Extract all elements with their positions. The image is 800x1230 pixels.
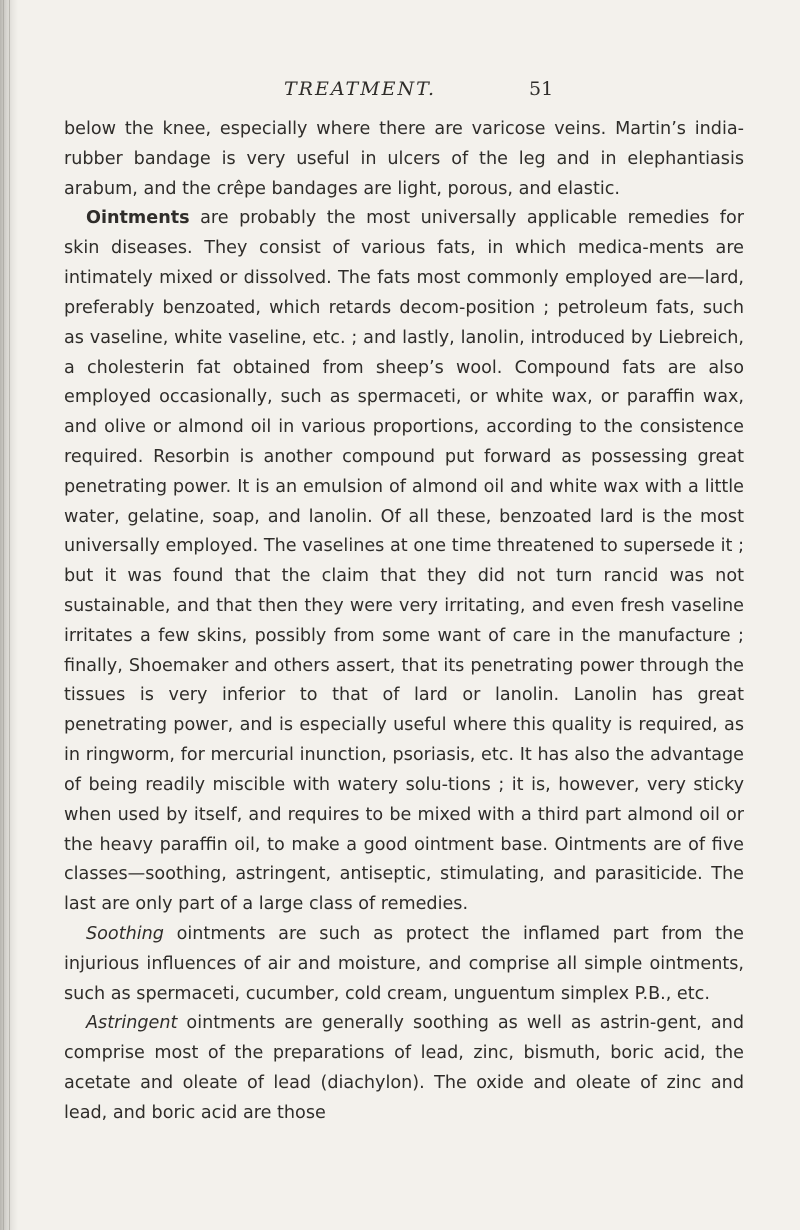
paragraph bbox=[64, 920, 744, 1009]
paragraph-lead-term: Soothing bbox=[86, 923, 164, 944]
paragraph bbox=[64, 1009, 744, 1128]
paragraph-lead-term: Ointments bbox=[86, 208, 190, 229]
running-title: TREATMENT. bbox=[284, 78, 437, 100]
paragraph bbox=[64, 115, 744, 204]
page-number: 51 bbox=[529, 78, 554, 100]
paragraph-lead-term: Astringent bbox=[86, 1013, 178, 1034]
binding-shadow-line bbox=[9, 0, 10, 1230]
paragraph-text: are probably the most universally applicable remedies for skin diseases. They consist of various fats, in which medica-ments are intimately mixed or dissolved. The fats most commonly employed are—lard, preferably benzoated, which retards decom-position ; petroleum fats, such as vaseline, white vaseline, etc. ; and lastly, lanolin, introduced by Liebreich, a cholesterin fat obtained from sheep’s wool. Compound fats are also employed occasionally, such as spermaceti, or white wax, or paraffin wax, and olive or almond oil in various proportions, according to the consistence required. Resorbin is another compound put forward as possessing great penetrating power. It is an emulsion of almond oil and white wax with a little water, gelatine, soap, and lanolin. Of all these, benzoated lard is the most universally employed. The vaselines at one time threatened to supersede it ; but it was found that the claim that they did not turn rancid was not sustainable, and that then they were very irritating, and even fresh vaseline irritates a few skins, possibly from some want of care in the manufacture ; finally, Shoemaker and others assert, that its penetrating power through the tissues is very inferior to that of lard or lanolin. Lanolin has great penetrating power, and is especially useful where this quality is required, as in ringworm, for mercurial inunction, psoriasis, etc. It has also the advantage of being readily miscible with watery solu-tions ; it is, however, very sticky when used by itself, and requires to be mixed with a third part almond oil or the heavy paraffin oil, to make a good ointment base. Ointments are of five classes—soothing, astringent, antiseptic, stimulating, and parasiticide. The last are only part of a large class of remedies. bbox=[64, 208, 744, 915]
page-header bbox=[0, 78, 800, 108]
binding-shadow-line bbox=[3, 0, 4, 1230]
body-text bbox=[64, 115, 744, 1129]
paragraph-text: ointments are such as protect the inflamed part from the injurious influences of air and moisture, and comprise all simple ointments, such as spermaceti, cucumber, cold cream, unguentum simplex P.B., etc. bbox=[64, 923, 744, 1004]
paragraph bbox=[64, 204, 744, 920]
paragraph-text: below the knee, especially where there are varicose veins. Martin’s india-rubber bandage is very useful in ulcers of the leg and in elephantiasis arabum, and the crêpe bandages are light, porous, and elastic. bbox=[64, 119, 744, 199]
paragraph-text: ointments are generally soothing as well as astrin-gent, and comprise most of the preparations of lead, zinc, bismuth, boric acid, the acetate and oleate of lead (diachylon). The oxide and oleate of zinc and lead, and boric acid are those bbox=[64, 1013, 744, 1123]
